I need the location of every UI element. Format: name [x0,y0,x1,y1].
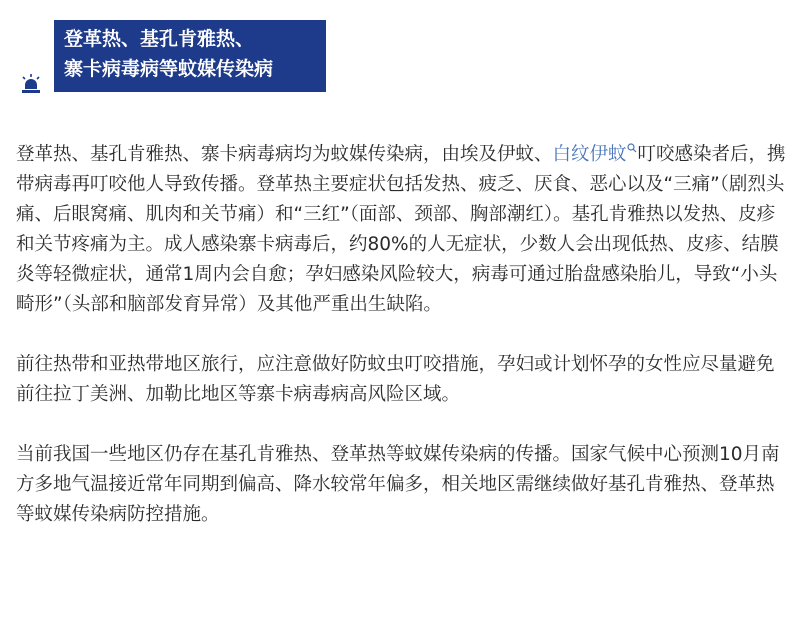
paragraph-2: 前往热带和亚热带地区旅行，应注意做好防蚊虫叮咬措施，孕妇或计划怀孕的女性应尽量避免前往拉丁美洲、加勒比地区等寨卡病毒病高风险区域。 [16,354,775,405]
header-title-box [54,20,326,92]
alarm-light-icon [20,74,42,94]
paragraph-1-text-a: 登革热、基孔肯雅热、寨卡病毒病均为蚊媒传染病，由埃及伊蚊、 [16,144,553,165]
header-title-line-1: 登革热、基孔肯雅热、 [64,28,255,50]
paragraph-1 [16,140,786,320]
article-body [16,140,786,560]
section-header [18,20,318,92]
paragraph-3: 当前我国一些地区仍存在基孔肯雅热、登革热等蚊媒传染病的传播。国家气候中心预测10月南方多地气温接近常年同期到偏高、降水较常年偏多，相关地区需继续做好基孔肯雅热、登革热等蚊媒传染病防控措施。 [16,444,780,525]
header-title-line-2: 寨卡病毒病等蚊媒传染病 [64,58,274,80]
mosquito-link[interactable]: 白纹伊蚊 [552,144,627,165]
paragraph-1-text-b: 叮咬感染者后，携带病毒再叮咬他人导致传播。登革热主要症状包括发热、疲乏、厌食、恶心以及“三痛”（剧烈头痛、后眼窝痛、肌肉和关节痛）和“三红”（面部、颈部、胸部潮红）。基孔肯雅热以发热、皮疹和关节疼痛为主。成人感染寨卡病毒后，约80%的人无症状，少数人会出现低热、皮疹、结膜炎等轻微症状，通常1周内会自愈；孕妇感染风险较大，病毒可通过胎盘感染胎儿，导致“小头畸形”（头部和脑部发育异常）及其他严重出生缺陷。 [16,144,786,315]
search-icon[interactable] [627,143,637,153]
